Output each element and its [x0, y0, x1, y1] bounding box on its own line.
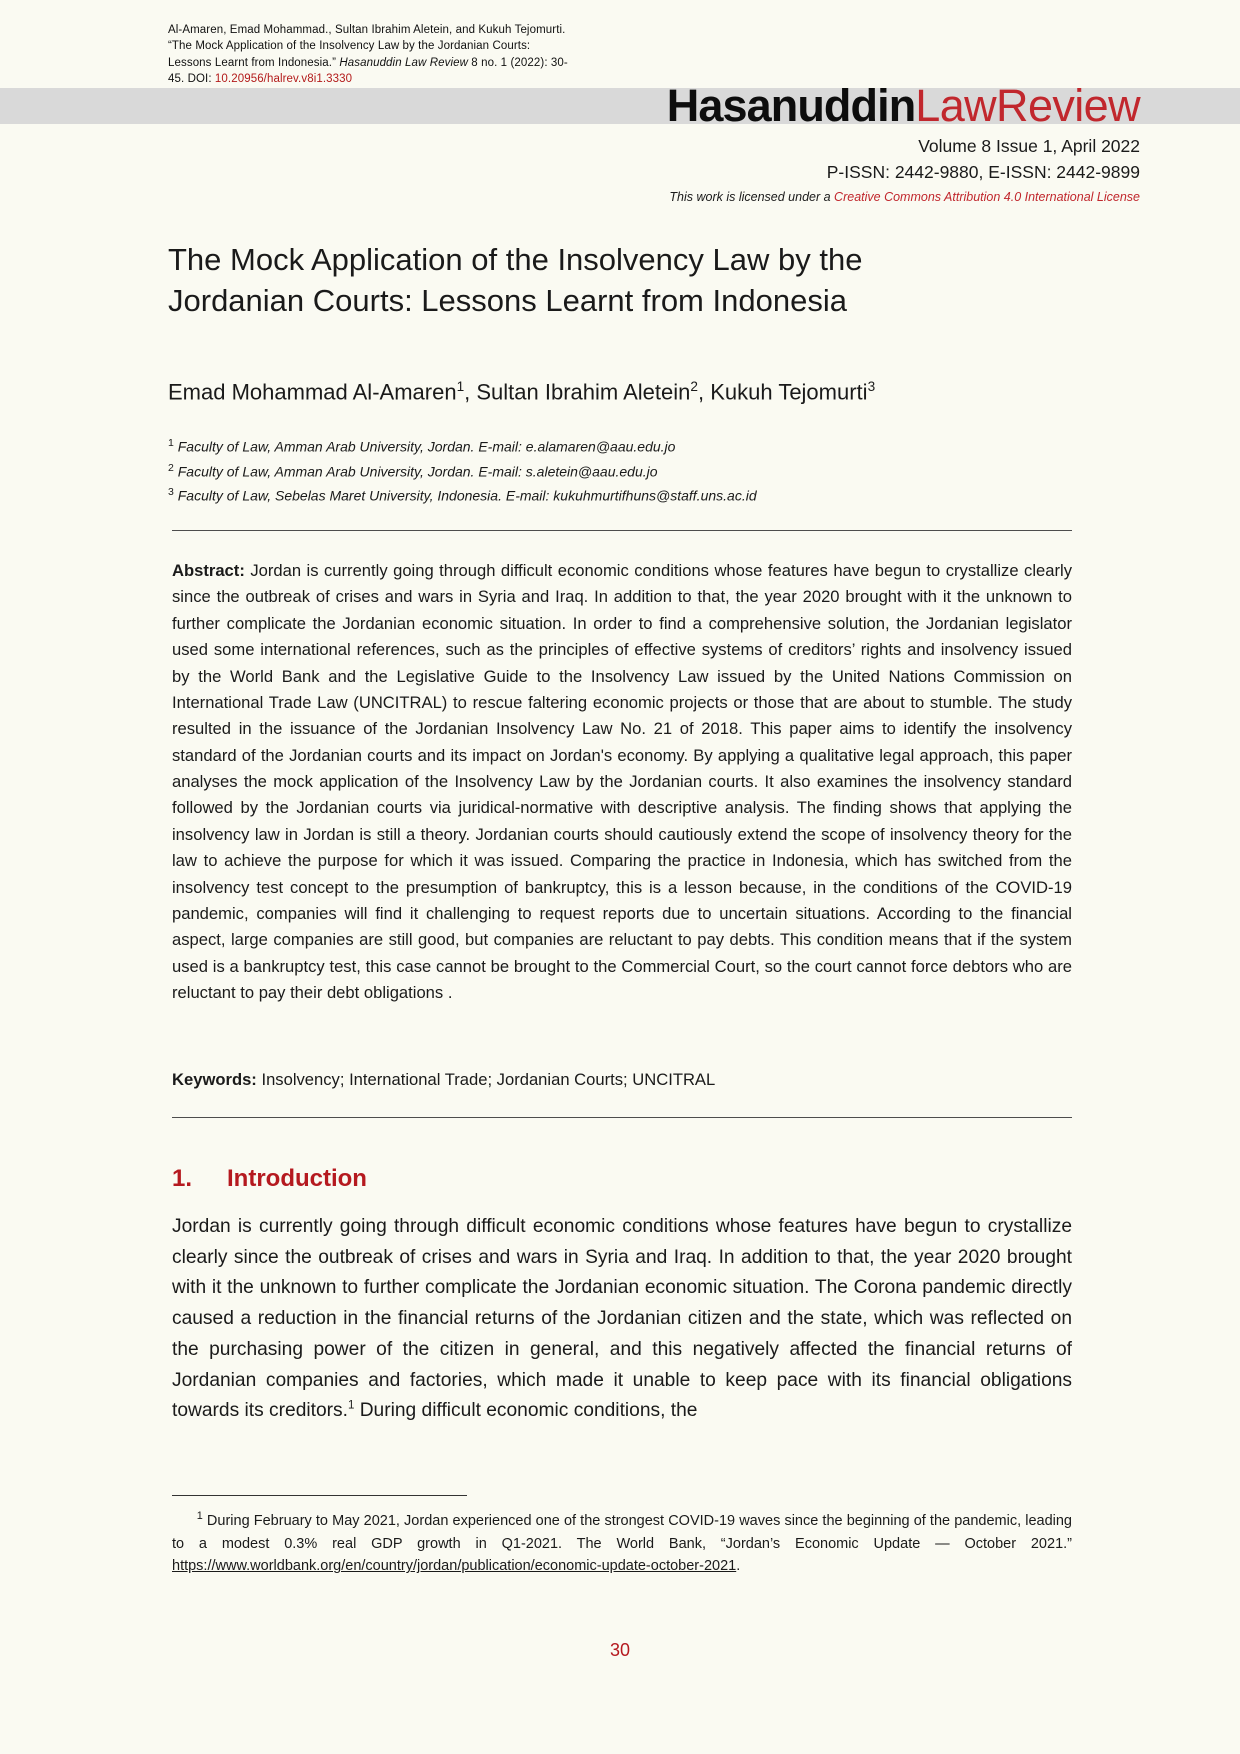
- citation-header: [168, 22, 598, 87]
- author-name: Sultan Ibrahim Aletein: [476, 379, 691, 405]
- footnote-url-link[interactable]: https://www.worldbank.org/en/country/jordan/publication/economic-update-october-2021: [172, 1558, 737, 1575]
- section-heading-introduction: [172, 1165, 1072, 1193]
- author-separator: ,: [697, 379, 711, 405]
- footnote-text: During February to May 2021, Jordan experienced one of the strongest COVID-19 waves since the beginning of the pandemic, leading to a modest 0.3% real GDP growth in Q1-2021. The World Bank, “Jordan’s Economic Update — October 2021.”: [172, 1512, 1072, 1552]
- abstract-bottom-rule: [172, 1117, 1072, 1118]
- citation-line-1: Al-Amaren, Emad Mohammad., Sultan Ibrahim Aletein, and Kukuh Tejomurti.: [168, 24, 566, 36]
- license-line: [440, 188, 1140, 207]
- citation-line-3-prefix: Lessons Learnt from Indonesia.”: [168, 56, 340, 69]
- logo-text-hasanuddin: Hasanuddin: [666, 80, 916, 131]
- issue-info: [440, 133, 1140, 206]
- license-prefix: This work is licensed under a: [669, 189, 835, 204]
- volume-issue-line: Volume 8 Issue 1, April 2022: [918, 136, 1140, 156]
- issn-line: P-ISSN: 2442-9880, E-ISSN: 2442-9899: [826, 162, 1140, 183]
- title-line-1: The Mock Application of the Insolvency Law by the: [168, 242, 863, 277]
- abstract-label: Abstract:: [172, 561, 245, 580]
- citation-line-2: “The Mock Application of the Insolvency Law by the Jordanian Courts:: [168, 40, 531, 53]
- abstract-top-rule: [172, 530, 1072, 531]
- keywords-block: [172, 1068, 1072, 1093]
- author-name: Emad Mohammad Al-Amaren: [168, 379, 457, 405]
- citation-journal-name: Hasanuddin Law Review: [339, 56, 469, 69]
- page-title: [168, 240, 1073, 322]
- affiliation-text: Faculty of Law, Amman Arab University, Jordan. E-mail: e.alamaren@aau.edu.jo: [177, 438, 676, 455]
- doi-link[interactable]: 10.20956/halrev.v8i1.3330: [214, 72, 353, 85]
- license-link[interactable]: Creative Commons Attribution 4.0 International License: [834, 189, 1140, 204]
- section-title: Introduction: [227, 1165, 367, 1192]
- affiliation-item: [168, 434, 1073, 459]
- footnote-block: [172, 1508, 1072, 1578]
- affiliation-item: [168, 459, 1073, 484]
- footnote-text-end: .: [736, 1558, 741, 1575]
- author-list: [168, 378, 1073, 407]
- body-paragraph-text: Jordan is currently going through difficult economic conditions whose features have begun to crystallize clearly since the outbreak of crises and wars in Syria and Iraq. In addition to that, the year 2020 brought with it the unknown to further complicate the Jordanian economic situation. The Corona pandemic directly caused a reduction in the financial returns of the Jordanian citizen and the state, which was reflected on the purchasing power of the citizen in general, and this negatively affected the financial returns of Jordanian companies and factories, which made it unable to keep pace with its financial obligations towards its creditors.: [172, 1216, 1072, 1422]
- body-paragraph-tail: During difficult economic conditions, the: [354, 1400, 698, 1422]
- affiliation-marker: 3: [168, 486, 174, 499]
- author-separator: ,: [464, 379, 477, 405]
- affiliation-list: [168, 434, 1073, 508]
- footnote-separator-rule: [172, 1495, 467, 1496]
- citation-line-3-suffix: 8 no. 1 (2022): 30-: [468, 56, 568, 69]
- affiliation-text: Faculty of Law, Sebelas Maret University, Indonesia. E-mail: kukuhmurtifhuns@staff.uns.ac.id: [177, 488, 757, 505]
- affiliation-marker: 1: [168, 437, 174, 449]
- keywords-label: Keywords:: [172, 1070, 257, 1089]
- affiliation-marker: 2: [168, 461, 174, 474]
- logo-text-lawreview: LawReview: [915, 80, 1140, 131]
- affiliation-item: [168, 483, 1073, 508]
- author-affil-marker: 2: [690, 379, 698, 394]
- page-number: 30: [609, 1640, 631, 1660]
- section-number: 1.: [172, 1165, 193, 1192]
- affiliation-text: Faculty of Law, Amman Arab University, Jordan. E-mail: s.aletein@aau.edu.jo: [177, 463, 658, 480]
- citation-doi-prefix: 45. DOI:: [168, 72, 215, 85]
- footnote-marker: 1: [196, 1510, 203, 1522]
- footnote-reference-marker[interactable]: 1: [347, 1399, 355, 1412]
- journal-logo: [666, 80, 1140, 131]
- author-name: Kukuh Tejomurti: [710, 379, 868, 405]
- abstract-block: [172, 558, 1072, 1006]
- title-line-2: Jordanian Courts: Lessons Learnt from Indonesia: [168, 282, 847, 318]
- keywords-text: Insolvency; International Trade; Jordanian Courts; UNCITRAL: [256, 1070, 716, 1089]
- author-affil-marker: 3: [867, 379, 876, 394]
- body-paragraph: [172, 1212, 1072, 1427]
- abstract-text: Jordan is currently going through difficult economic conditions whose features have begun to crystallize clearly since the outbreak of crises and wars in Syria and Iraq. In addition to that, the year 2020 brought with it the unknown to further complicate the Jordanian economic situation. In order to find a comprehensive solution, the Jordanian legislator used some international references, such as the principles of effective systems of creditors’ rights and insolvency issued by the World Bank and the Legislative Guide to the Insolvency Law issued by the United Nations Commission on International Trade Law (UNCITRAL) to rescue faltering economic projects or those that are about to stumble. The study resulted in the issuance of the Jordanian Insolvency Law No. 21 of 2018. This paper aims to identify the insolvency standard of the Jordanian courts and its impact on Jordan's economy. By applying a qualitative legal approach, this paper analyses the mock application of the Insolvency Law by the Jordanian courts. It also examines the insolvency standard followed by the Jordanian courts via juridical-normative with descriptive analysis. The finding shows that applying the insolvency law in Jordan is still a theory. Jordanian courts should cautiously extend the scope of insolvency theory for the law to achieve the purpose for which it was issued. Comparing the practice in Indonesia, which has switched from the insolvency test concept to the presumption of bankruptcy, this is a lesson because, in the conditions of the COVID-19 pandemic, companies will find it challenging to request reports due to uncertain situations. According to the financial aspect, large companies are still good, but companies are reluctant to pay debts. This condition means that if the system used is a bankruptcy test, this case cannot be brought to the Commercial Court, so the court cannot force debtors who are reluctant to pay their debt obligations .: [172, 561, 1072, 1002]
- author-affil-marker: 1: [456, 379, 465, 394]
